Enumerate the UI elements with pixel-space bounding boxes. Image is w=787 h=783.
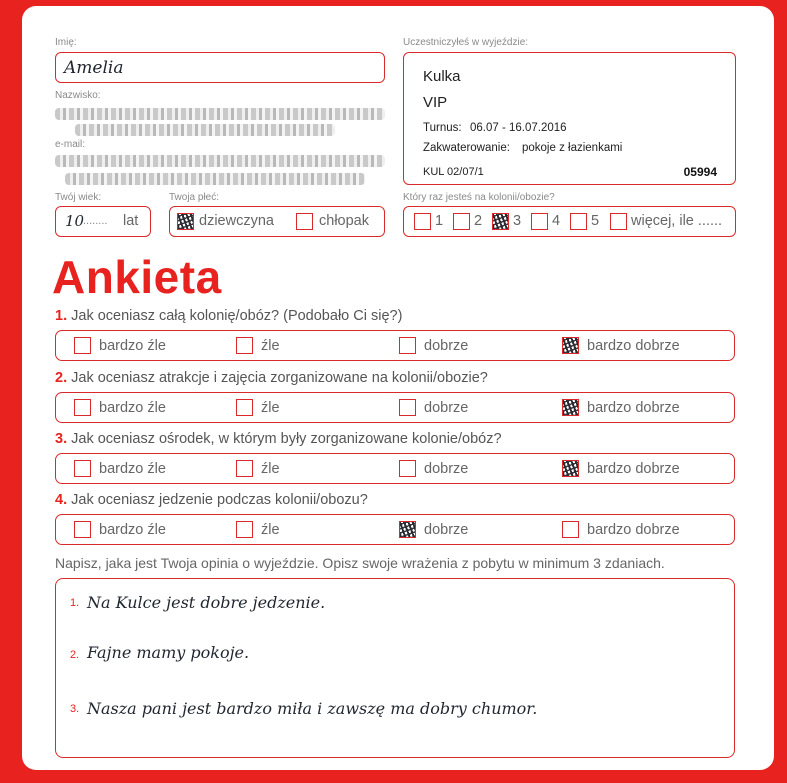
turnus-label: Turnus:	[423, 122, 462, 134]
age-value: 10	[65, 212, 85, 230]
q1-checkbox-very-good[interactable]	[562, 337, 579, 354]
accommodation-label: Zakwaterowanie:	[423, 142, 510, 154]
q4-option-very-good: bardzo dobrze	[587, 522, 680, 538]
opinion-1-number: 1.	[70, 597, 80, 609]
q2-checkbox-good[interactable]	[399, 399, 416, 416]
participant-number: 05994	[683, 165, 717, 179]
q3-option-good: dobrze	[424, 461, 469, 477]
q4-option-very-bad: bardzo źle	[99, 522, 166, 538]
participant-label: Uczestniczyłeś w wyjeździe:	[403, 37, 529, 48]
survey-title: Ankieta	[52, 251, 222, 303]
question-2-text: Jak oceniasz atrakcje i zajęcia zorganizowane na kolonii/obozie?	[71, 370, 488, 386]
question-4-text: Jak oceniasz jedzenie podczas kolonii/obozu?	[71, 492, 368, 508]
question-4-number: 4.	[55, 492, 68, 508]
times-checkbox-5[interactable]	[570, 213, 587, 230]
times-field	[403, 206, 736, 237]
age-field[interactable]	[55, 206, 151, 237]
camp-code: KUL 02/07/1	[423, 166, 484, 178]
times-option-more: więcej, ile ......	[631, 213, 723, 229]
q4-option-good: dobrze	[424, 522, 469, 538]
q2-checkbox-very-good[interactable]	[562, 399, 579, 416]
turnus-value: 06.07 - 16.07.2016	[470, 122, 567, 134]
opinion-3-number: 3.	[70, 703, 80, 715]
q2-checkbox-very-bad[interactable]	[74, 399, 91, 416]
question-3-text: Jak oceniasz ośrodek, w którym były zorganizowane kolonie/obóz?	[71, 431, 502, 447]
gender-field	[169, 206, 385, 237]
email-label: e-mail:	[55, 139, 86, 150]
opinion-prompt: Napisz, jaka jest Twoja opinia o wyjeździe. Opisz swoje wrażenia z pobytu w minimum 3 zdaniach.	[55, 555, 665, 571]
q2-option-bad: źle	[261, 400, 280, 416]
accommodation-value: pokoje z łazienkami	[522, 142, 623, 154]
times-option-4: 4	[552, 213, 561, 229]
question-3-number: 3.	[55, 431, 68, 447]
q4-checkbox-good[interactable]	[399, 521, 416, 538]
times-checkbox-1[interactable]	[414, 213, 431, 230]
age-label: Twój wiek:	[55, 192, 102, 203]
question-3-answers	[55, 453, 735, 484]
question-1-number: 1.	[55, 308, 68, 324]
q4-option-bad: źle	[261, 522, 280, 538]
q1-checkbox-bad[interactable]	[236, 337, 253, 354]
email-field-redacted	[55, 151, 390, 191]
question-2	[55, 370, 488, 386]
opinion-1-text: Na Kulce jest dobre jedzenie.	[87, 593, 326, 612]
question-1-text: Jak oceniasz całą kolonię/obóz? (Podobało Ci się?)	[71, 308, 403, 324]
q1-option-very-bad: bardzo źle	[99, 338, 166, 354]
question-4-answers	[55, 514, 735, 545]
times-checkbox-3[interactable]	[492, 213, 509, 230]
q4-checkbox-very-good[interactable]	[562, 521, 579, 538]
q3-option-very-bad: bardzo źle	[99, 461, 166, 477]
question-4	[55, 492, 368, 508]
name-label: Imię:	[55, 37, 77, 48]
survey-sheet	[22, 6, 774, 770]
name-field[interactable]	[55, 52, 385, 83]
opinion-field[interactable]	[55, 578, 735, 758]
q3-option-very-good: bardzo dobrze	[587, 461, 680, 477]
question-1	[55, 308, 402, 324]
participant-type: VIP	[423, 94, 448, 111]
participant-name: Kulka	[423, 68, 461, 85]
times-option-2: 2	[474, 213, 483, 229]
q3-checkbox-bad[interactable]	[236, 460, 253, 477]
opinion-3-text: Nasza pani jest bardzo miła i zawszę ma dobry chumor.	[87, 699, 538, 718]
gender-checkbox-boy[interactable]	[296, 213, 313, 230]
gender-option-boy: chłopak	[319, 213, 369, 229]
q1-option-good: dobrze	[424, 338, 469, 354]
q3-checkbox-very-bad[interactable]	[74, 460, 91, 477]
q2-option-very-bad: bardzo źle	[99, 400, 166, 416]
surname-label: Nazwisko:	[55, 90, 101, 101]
times-option-1: 1	[435, 213, 444, 229]
question-2-number: 2.	[55, 370, 68, 386]
times-checkbox-2[interactable]	[453, 213, 470, 230]
surname-field-redacted	[55, 102, 390, 140]
times-option-3: 3	[513, 213, 522, 229]
gender-checkbox-girl[interactable]	[177, 213, 194, 230]
q3-checkbox-very-good[interactable]	[562, 460, 579, 477]
question-1-answers	[55, 330, 735, 361]
question-3	[55, 431, 502, 447]
name-value: Amelia	[64, 58, 124, 78]
age-unit: lat	[123, 213, 139, 229]
times-option-5: 5	[591, 213, 600, 229]
q1-option-bad: źle	[261, 338, 280, 354]
q2-option-very-good: bardzo dobrze	[587, 400, 680, 416]
opinion-2-text: Fajne mamy pokoje.	[87, 643, 250, 662]
q1-checkbox-very-bad[interactable]	[74, 337, 91, 354]
q4-checkbox-very-bad[interactable]	[74, 521, 91, 538]
q2-option-good: dobrze	[424, 400, 469, 416]
q3-option-bad: źle	[261, 461, 280, 477]
gender-label: Twoja płeć:	[169, 192, 220, 203]
q4-checkbox-bad[interactable]	[236, 521, 253, 538]
question-2-answers	[55, 392, 735, 423]
q1-checkbox-good[interactable]	[399, 337, 416, 354]
times-label: Który raz jesteś na kolonii/obozie?	[403, 192, 555, 203]
participant-card	[403, 52, 736, 185]
q2-checkbox-bad[interactable]	[236, 399, 253, 416]
q3-checkbox-good[interactable]	[399, 460, 416, 477]
times-checkbox-4[interactable]	[531, 213, 548, 230]
q1-option-very-good: bardzo dobrze	[587, 338, 680, 354]
gender-option-girl: dziewczyna	[199, 213, 274, 229]
age-dots: ........	[83, 215, 108, 227]
times-checkbox-more[interactable]	[610, 213, 627, 230]
opinion-2-number: 2.	[70, 649, 80, 661]
